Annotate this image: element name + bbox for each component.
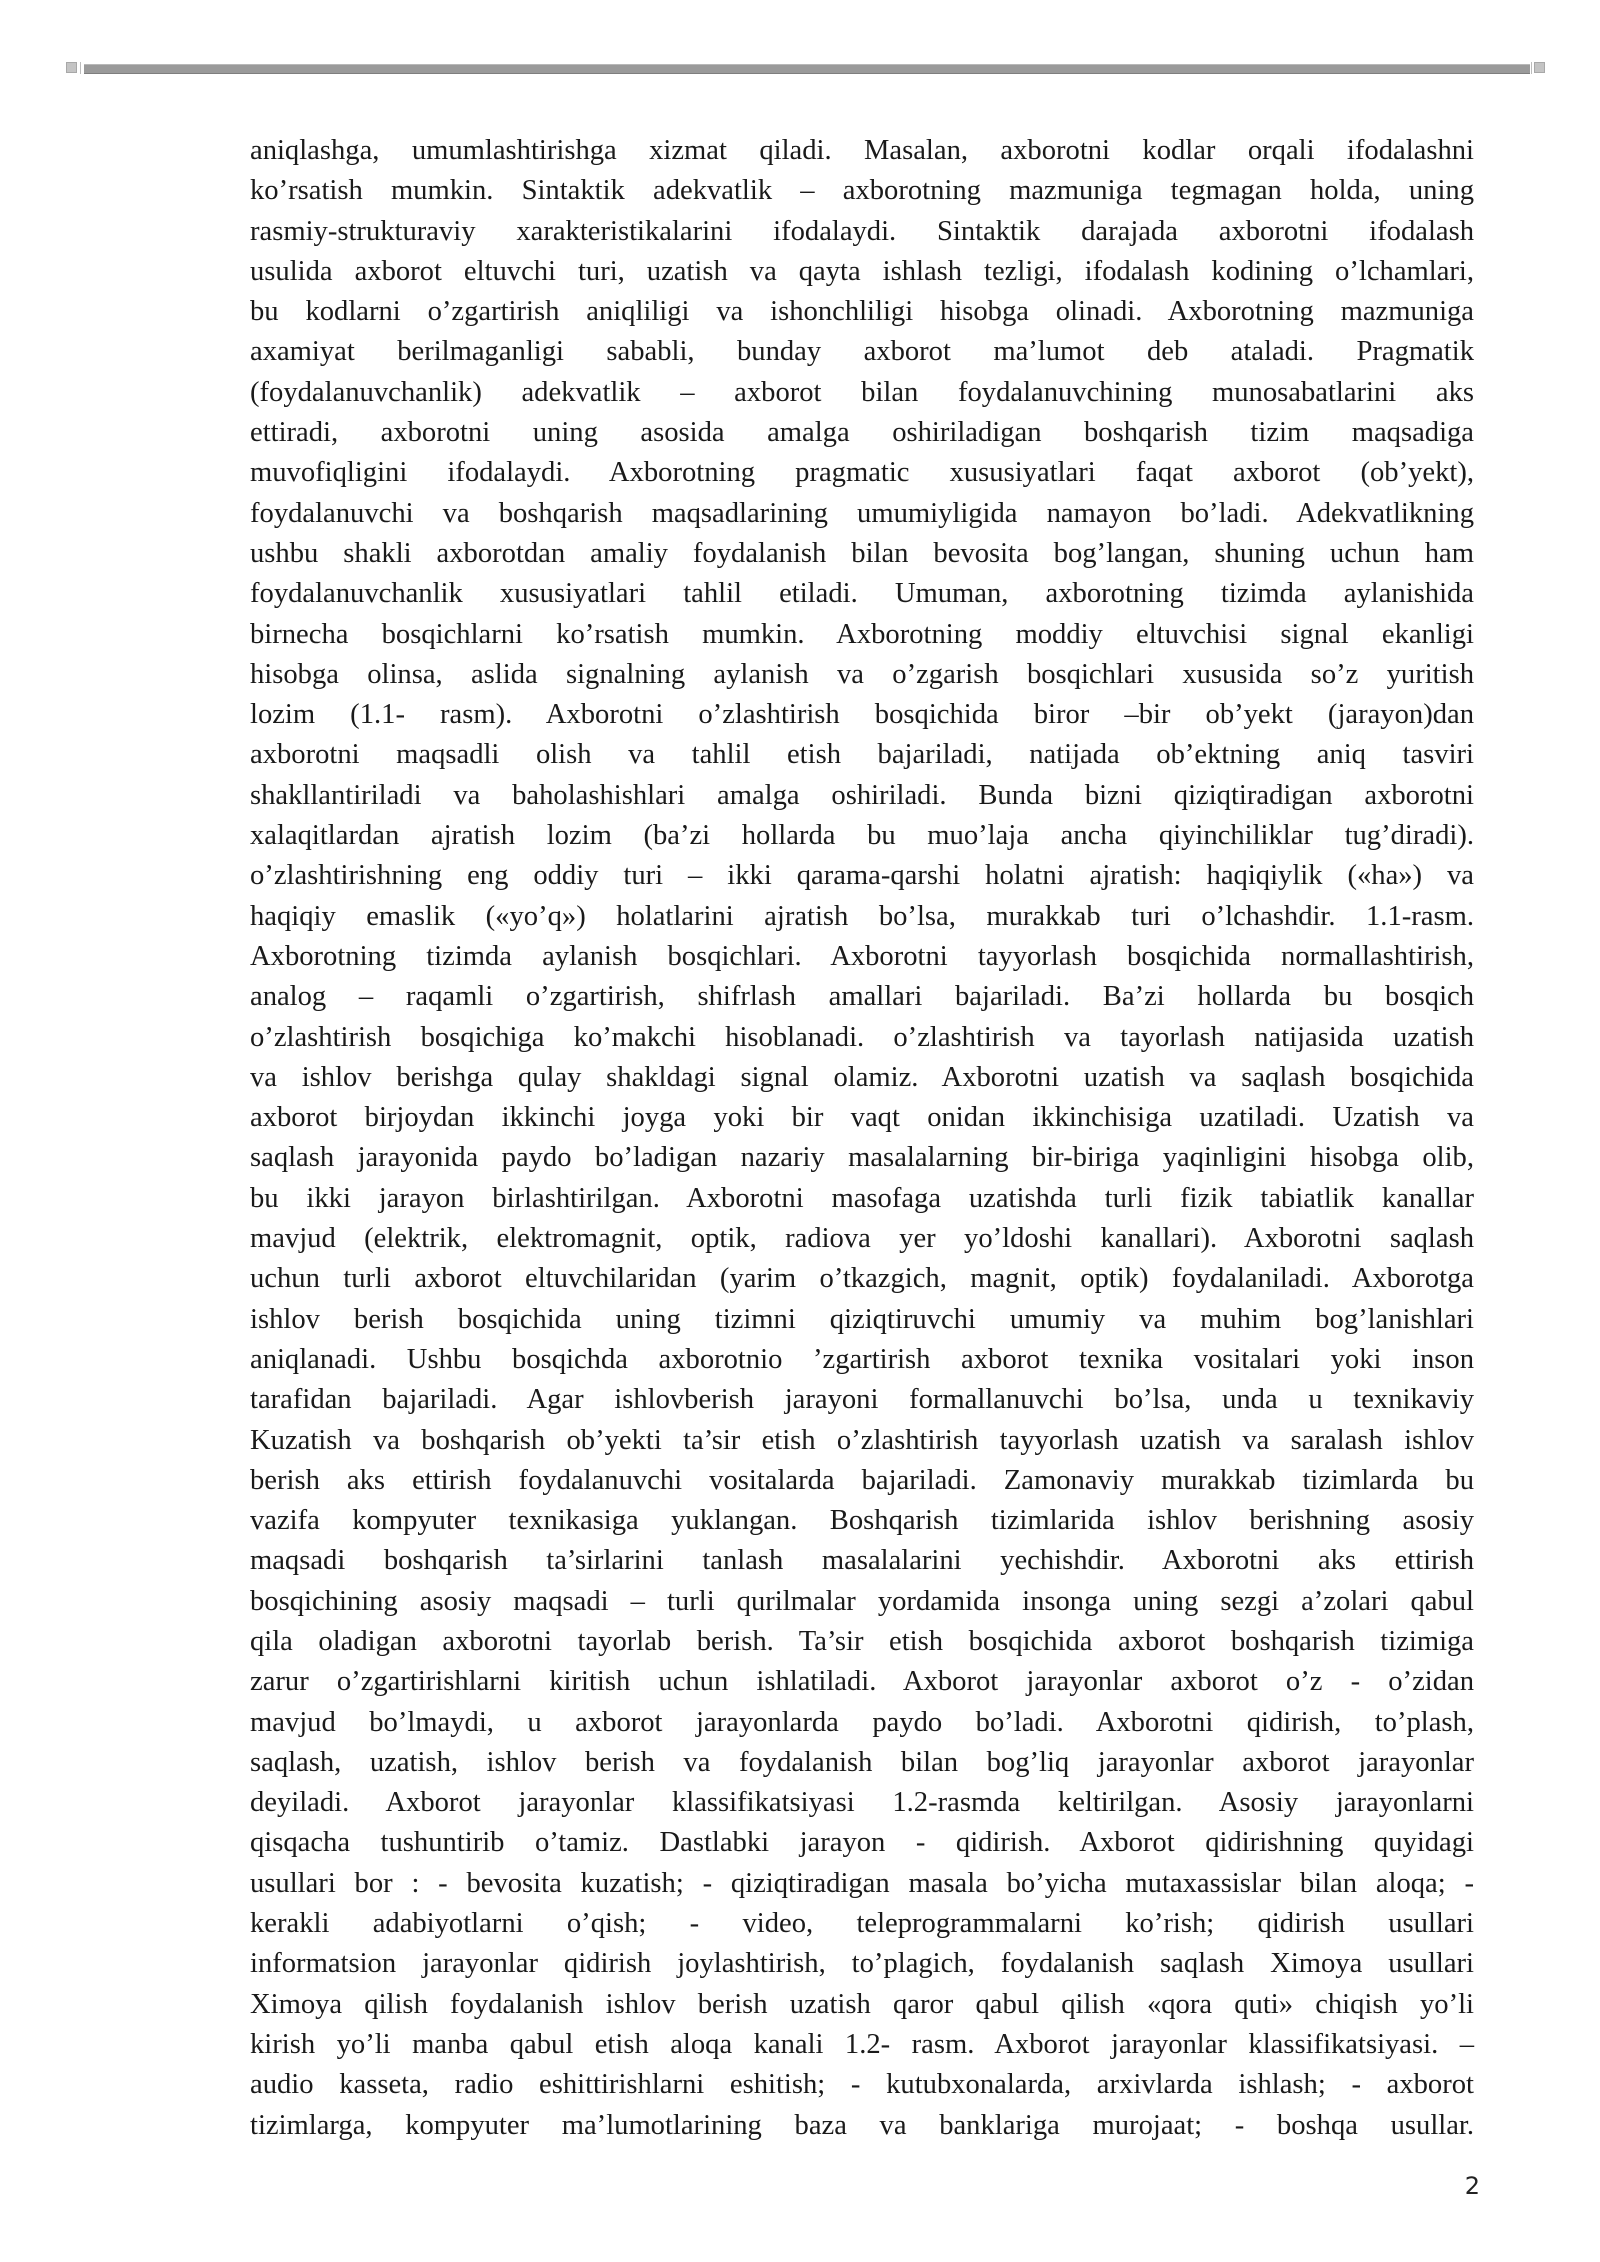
text-line: aniqlanadi. Ushbu bosqichda axborotnio ’zgartirish axborot texnika vositalari yoki inson bbox=[250, 1343, 1474, 1375]
text-line: ko’rsatish mumkin. Sintaktik adekvatlik – axborotning mazmuniga tegmagan holda, uning bbox=[250, 175, 1474, 207]
page-corner-marker-left bbox=[66, 62, 77, 73]
text-line: Kuzatish va boshqarish ob’yekti ta’sir etish o’zlashtirish tayyorlash uzatish va saralash ishlov bbox=[250, 1424, 1474, 1456]
text-line: usullari bor : - bevosita kuzatish; - qiziqtiradigan masala bo’yicha mutaxassislar bilan aloqa; - bbox=[250, 1867, 1474, 1899]
text-line: qisqacha tushuntirib o’tamiz. Dastlabki jarayon - qidirish. Axborot qidirishning quyidagi bbox=[250, 1827, 1474, 1859]
text-line: zarur o’zgartirishlarni kiritish uchun ishlatiladi. Axborot jarayonlar axborot o’z - o’zidan bbox=[250, 1666, 1474, 1698]
body-text bbox=[250, 131, 1474, 2146]
text-line: saqlash jarayonida paydo bo’ladigan nazariy masalalarning bir-biriga yaqinligini hisobga olib, bbox=[250, 1142, 1474, 1174]
text-line: o’zlashtirish bosqichiga ko’makchi hisoblanadi. o’zlashtirish va tayorlash natijasida uzatish bbox=[250, 1021, 1474, 1053]
text-line: muvofiqligini ifodalaydi. Axborotning pragmatic xususiyatlari faqat axborot (ob’yekt), bbox=[250, 457, 1474, 489]
text-line: ettiradi, axborotni uning asosida amalga oshiriladigan boshqarish tizim maqsadiga bbox=[250, 417, 1474, 449]
text-line: ushbu shakli axborotdan amaliy foydalanish bilan bevosita bog’langan, shuning uchun ham bbox=[250, 537, 1474, 569]
text-line: audio kasseta, radio eshittirishlarni eshitish; - kutubxonalarda, arxivlarda ishlash; - axborot bbox=[250, 2069, 1474, 2101]
page-tick-right bbox=[1531, 62, 1532, 74]
text-line: va ishlov berishga qulay shakldagi signal olamiz. Axborotni uzatish va saqlash bosqichida bbox=[250, 1061, 1474, 1093]
page-number: 2 bbox=[1464, 2172, 1480, 2200]
text-line: axborotni maqsadli olish va tahlil etish bajariladi, natijada ob’ektning aniq tasviri bbox=[250, 739, 1474, 771]
text-line: foydalanuvchi va boshqarish maqsadlarining umumiyligida namayon bo’ladi. Adekvatlikning bbox=[250, 497, 1474, 529]
text-line: tarafidan bajariladi. Agar ishlovberish jarayoni formallanuvchi bo’lsa, unda u texnikaviy bbox=[250, 1384, 1474, 1416]
text-line: mavjud bo’lmaydi, u axborot jarayonlarda paydo bo’ladi. Axborotni qidirish, to’plash, bbox=[250, 1706, 1474, 1738]
text-line: bu kodlarni o’zgartirish aniqliligi va ishonchliligi hisobga olinadi. Axborotning mazmuniga bbox=[250, 296, 1474, 328]
text-line: informatsion jarayonlar qidirish joylashtirish, to’plagich, foydalanish saqlash Ximoya usullari bbox=[250, 1948, 1474, 1980]
text-line: analog – raqamli o’zgartirish, shifrlash amallari bajariladi. Ba’zi hollarda bu bosqich bbox=[250, 981, 1474, 1013]
text-line: mavjud (elektrik, elektromagnit, optik, radiova yer yo’ldoshi kanallari). Axborotni saqlash bbox=[250, 1223, 1474, 1255]
text-line: hisobga olinsa, aslida signalning aylanish va o’zgarish bosqichlari xususida so’z yuritish bbox=[250, 658, 1474, 690]
text-line: bosqichining asosiy maqsadi – turli qurilmalar yordamida insonga uning sezgi a’zolari qabul bbox=[250, 1585, 1474, 1617]
text-line: bu ikki jarayon birlashtirilgan. Axborotni masofaga uzatishda turli fizik tabiatlik kanallar bbox=[250, 1182, 1474, 1214]
text-line: ishlov berish bosqichida uning tizimni qiziqtiruvchi umumiy va muhim bog’lanishlari bbox=[250, 1303, 1474, 1335]
text-line: axamiyat berilmaganligi sababli, bunday axborot ma’lumot deb ataladi. Pragmatik bbox=[250, 336, 1474, 368]
text-line: vazifa kompyuter texnikasiga yuklangan. Boshqarish tizimlarida ishlov berishning asosiy bbox=[250, 1505, 1474, 1537]
text-line: aniqlashga, umumlashtirishga xizmat qiladi. Masalan, axborotni kodlar orqali ifodalashni bbox=[250, 135, 1474, 166]
text-line: saqlash, uzatish, ishlov berish va foydalanish bilan bog’liq jarayonlar axborot jarayonlar bbox=[250, 1746, 1474, 1778]
text-line: birnecha bosqichlarni ko’rsatish mumkin. Axborotning moddiy eltuvchisi signal ekanligi bbox=[250, 618, 1474, 650]
page-corner-marker-right bbox=[1534, 62, 1545, 73]
text-line: xalaqitlardan ajratish lozim (ba’zi hollarda bu muo’laja ancha qiyinchiliklar tug’diradi). bbox=[250, 820, 1474, 852]
text-line: tizimlarga, kompyuter ma’lumotlarining baza va banklariga murojaat; - boshqa usullar. bbox=[250, 2109, 1474, 2141]
text-line: Ximoya qilish foydalanish ishlov berish uzatish qaror qabul qilish «qora quti» chiqish yo’li bbox=[250, 1988, 1474, 2020]
text-line: haqiqiy emaslik («yo’q») holatlarini ajratish bo’lsa, murakkab turi o’lchashdir. 1.1-rasm. bbox=[250, 900, 1474, 932]
text-line: deyiladi. Axborot jarayonlar klassifikatsiyasi 1.2-rasmda keltirilgan. Asosiy jarayonlarni bbox=[250, 1787, 1474, 1819]
text-line: (foydalanuvchanlik) adekvatlik – axborot bilan foydalanuvchining munosabatlarini aks bbox=[250, 376, 1474, 408]
text-line: foydalanuvchanlik xususiyatlari tahlil etiladi. Umuman, axborotning tizimda aylanishida bbox=[250, 578, 1474, 610]
text-line: kerakli adabiyotlarni o’qish; - video, teleprogrammalarni ko’rish; qidirish usullari bbox=[250, 1908, 1474, 1940]
text-line: qila oladigan axborotni tayorlab berish. Ta’sir etish bosqichida axborot boshqarish tizimiga bbox=[250, 1625, 1474, 1657]
text-line: Axborotning tizimda aylanish bosqichlari. Axborotni tayyorlash bosqichida normallashtirish, bbox=[250, 940, 1474, 972]
text-line: lozim (1.1- rasm). Axborotni o’zlashtirish bosqichida biror –bir ob’yekt (jarayon)dan bbox=[250, 699, 1474, 731]
text-line: berish aks ettirish foydalanuvchi vositalarda bajariladi. Zamonaviy murakkab tizimlarda bu bbox=[250, 1464, 1474, 1496]
text-line: usulida axborot eltuvchi turi, uzatish va qayta ishlash tezligi, ifodalash kodining o’lchamlari, bbox=[250, 255, 1474, 287]
text-line: o’zlashtirishning eng oddiy turi – ikki qarama-qarshi holatni ajratish: haqiqiylik («ha») va bbox=[250, 860, 1474, 892]
text-line: maqsadi boshqarish ta’sirlarini tanlash masalalarini yechishdir. Axborotni aks ettirish bbox=[250, 1545, 1474, 1577]
text-line: rasmiy-strukturaviy xarakteristikalarini ifodalaydi. Sintaktik darajada axborotni ifodalash bbox=[250, 215, 1474, 247]
text-line: axborot birjoydan ikkinchi joyga yoki bir vaqt onidan ikkinchisiga uzatiladi. Uzatish va bbox=[250, 1102, 1474, 1134]
text-line: shakllantiriladi va baholashishlari amalga oshiriladi. Bunda bizni qiziqtiradigan axborotni bbox=[250, 779, 1474, 811]
page-tick-left bbox=[80, 62, 81, 74]
text-line: kirish yo’li manba qabul etish aloqa kanali 1.2- rasm. Axborot jarayonlar klassifikatsiyasi. – bbox=[250, 2028, 1474, 2060]
top-border-rule bbox=[84, 64, 1530, 74]
text-line: uchun turli axborot eltuvchilaridan (yarim o’tkazgich, magnit, optik) foydalaniladi. Axborotga bbox=[250, 1263, 1474, 1295]
